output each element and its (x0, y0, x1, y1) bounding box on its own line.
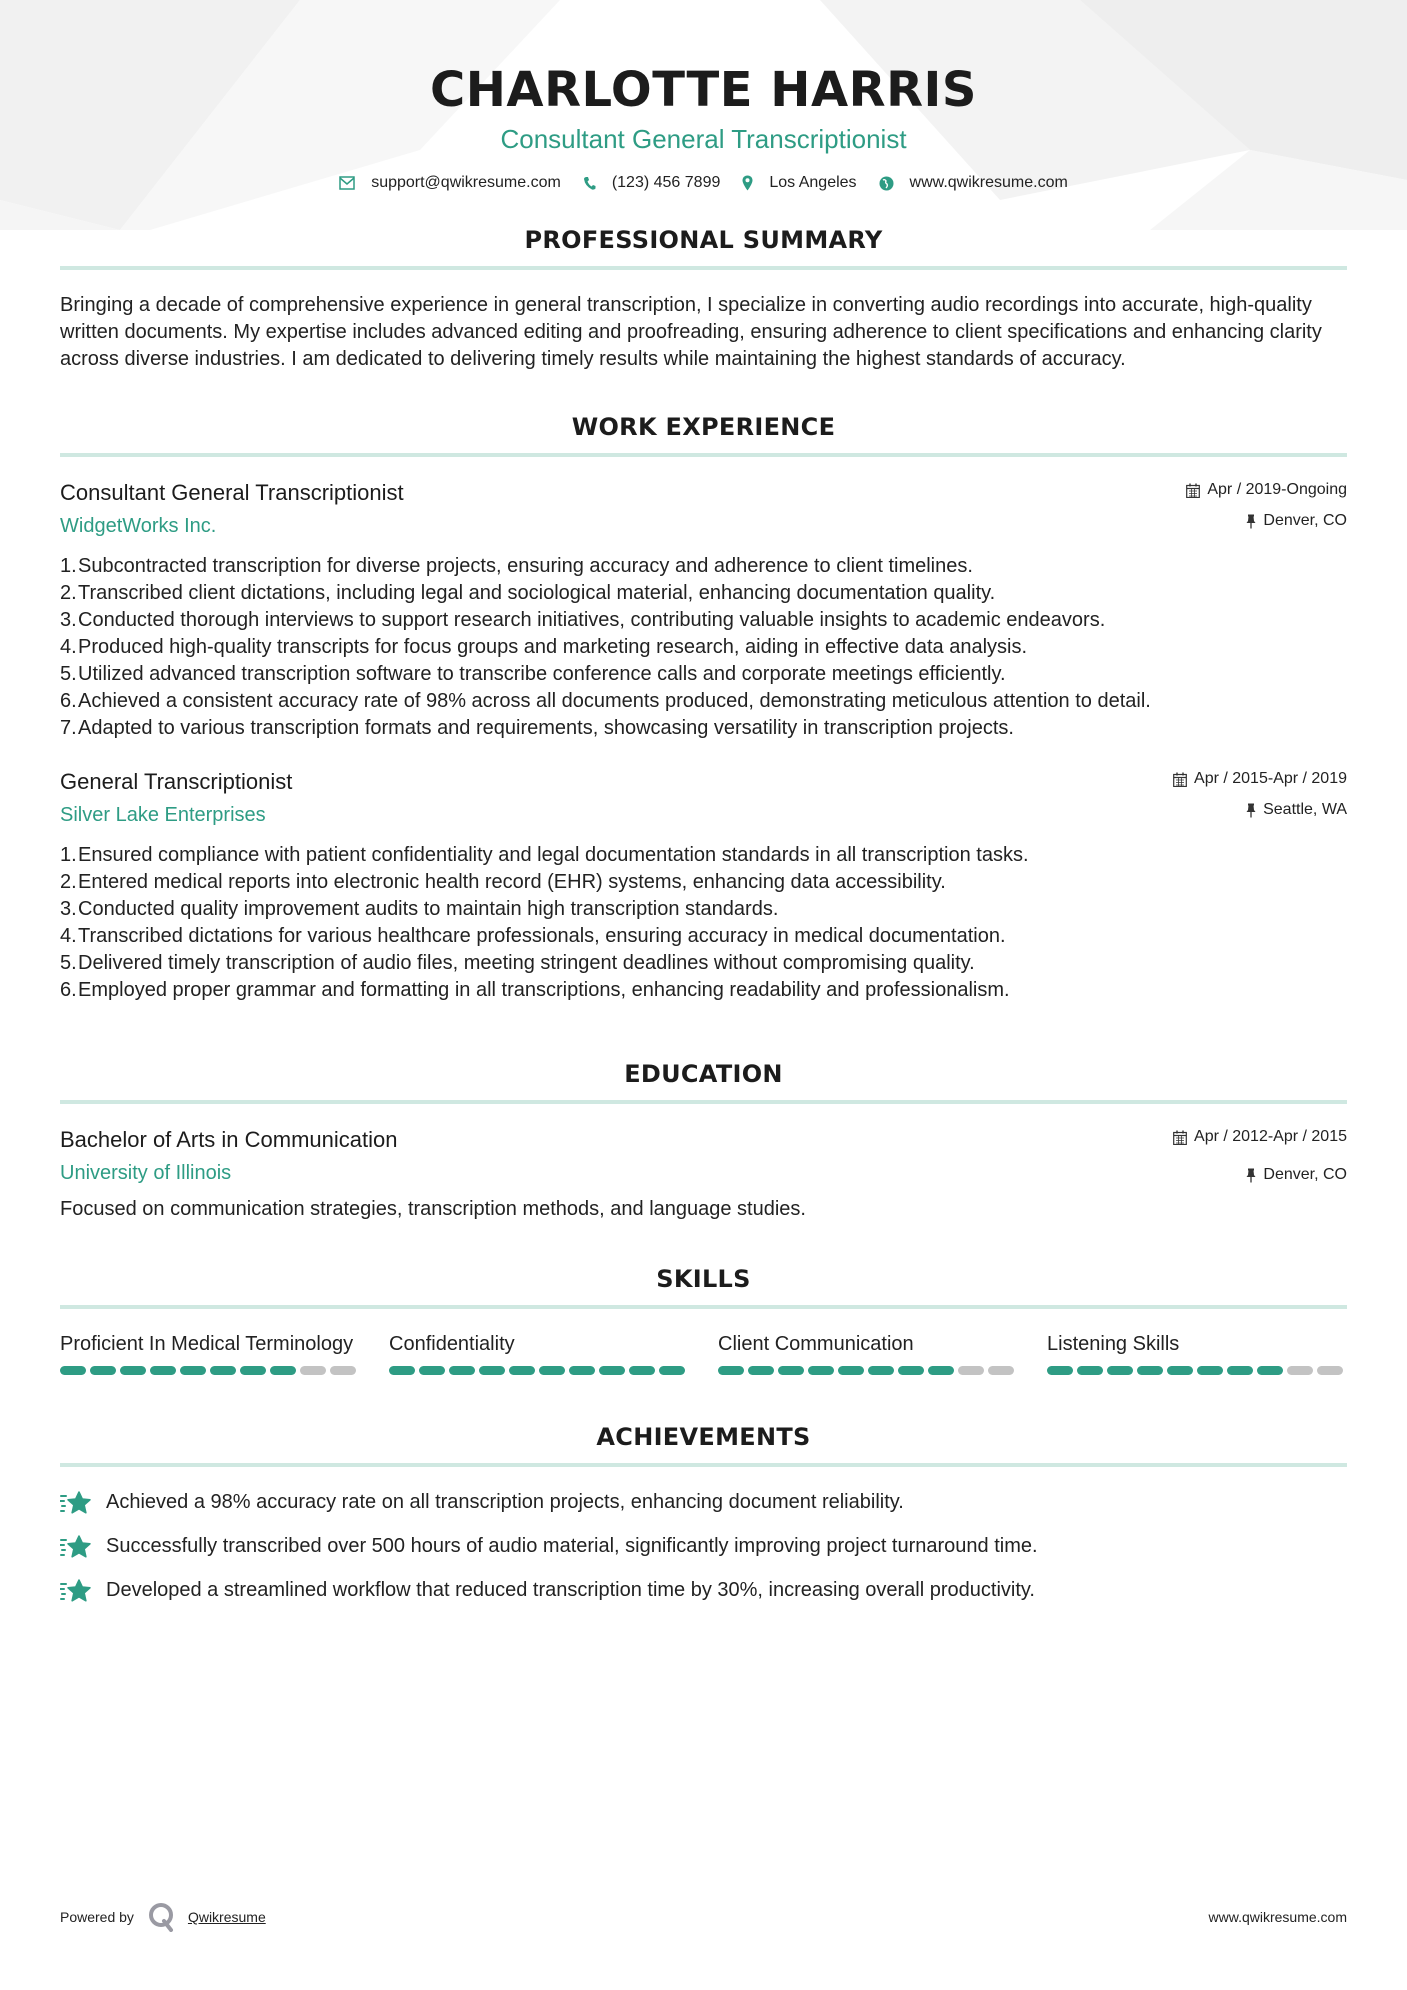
powered-by (60, 1902, 266, 1932)
section-heading: ACHIEVEMENTS (596, 1423, 811, 1451)
list-item: 3. Conducted quality improvement audits to maintain high transcription standards. (60, 898, 779, 920)
skill-segment (659, 1366, 685, 1375)
footer-website[interactable]: www.qwikresume.com (1208, 1909, 1347, 1925)
section-heading: SKILLS (656, 1265, 751, 1293)
job-location: Seattle, WA (1263, 801, 1347, 818)
section-heading: PROFESSIONAL SUMMARY (524, 226, 883, 254)
pushpin-icon (1246, 803, 1256, 818)
calendar-icon (1186, 483, 1200, 498)
job-dates: Apr / 2015-Apr / 2019 (1194, 770, 1347, 787)
list-item: 1. Ensured compliance with patient confidentiality and legal documentation standards in all transcription tasks. (60, 844, 1029, 866)
skill-segment (1257, 1366, 1283, 1375)
job-dates: Apr / 2019-Ongoing (1207, 481, 1347, 498)
achievements-section (60, 1421, 1347, 1604)
skill-segment (150, 1366, 176, 1375)
list-item: 6. Employed proper grammar and formatting in all transcriptions, enhancing readability and professionalism. (60, 979, 1010, 1001)
section-divider (60, 1100, 1347, 1104)
candidate-name: CHARLOTTE HARRIS (430, 62, 977, 118)
skill-segment (509, 1366, 535, 1375)
skill-segment (958, 1366, 984, 1375)
resume-header (60, 0, 1347, 192)
section-heading: EDUCATION (624, 1060, 783, 1088)
list-item: 7. Adapted to various transcription formats and requirements, showcasing versatility in transcription projects. (60, 717, 1014, 739)
skill-item (60, 1331, 360, 1375)
list-item: 4. Produced high-quality transcripts for focus groups and marketing research, aiding in effective data analysis. (60, 636, 1028, 658)
skill-segment (300, 1366, 326, 1375)
job-bullets (60, 842, 1347, 1004)
skill-segment (90, 1366, 116, 1375)
list-item: 4. Transcribed dictations for various healthcare professionals, ensuring accuracy in medical documentation. (60, 925, 1006, 947)
education-dates: Apr / 2012-Apr / 2015 (1194, 1128, 1347, 1145)
qwikresume-logo-icon (148, 1902, 176, 1932)
skill-segment (1197, 1366, 1223, 1375)
calendar-icon (1173, 772, 1187, 787)
education-description: Focused on communication strategies, transcription methods, and language studies. (60, 1198, 806, 1220)
job-location: Denver, CO (1263, 512, 1347, 529)
skill-segment (1227, 1366, 1253, 1375)
education-entry (60, 1126, 1347, 1223)
job-company: WidgetWorks Inc. (60, 515, 217, 537)
skill-item (389, 1331, 689, 1375)
star-icon (60, 1490, 94, 1516)
skill-segment (988, 1366, 1014, 1375)
degree-title: Bachelor of Arts in Communication (60, 1127, 398, 1152)
contact-bar (60, 174, 1347, 192)
list-item: 2. Entered medical reports into electronic health record (EHR) systems, enhancing data accessibility. (60, 871, 946, 893)
skill-segment (1077, 1366, 1103, 1375)
skill-segment (1047, 1366, 1073, 1375)
qwikresume-link[interactable]: Qwikresume (187, 1909, 266, 1925)
skill-segment (180, 1366, 206, 1375)
section-divider (60, 453, 1347, 457)
skill-segment (748, 1366, 774, 1375)
star-icon (60, 1534, 94, 1560)
skill-segment (120, 1366, 146, 1375)
skill-segment (1317, 1366, 1343, 1375)
job-title: Consultant General Transcriptionist (60, 480, 404, 505)
list-item: Developed a streamlined workflow that reduced transcription time by 30%, increasing overall productivity. (60, 1577, 1347, 1604)
email-text: support@qwikresume.com (371, 174, 561, 191)
skill-segment (270, 1366, 296, 1375)
globe-icon (879, 176, 894, 191)
phone-icon (583, 176, 596, 191)
summary-section (60, 224, 1347, 373)
skill-segment (808, 1366, 834, 1375)
skill-segment (479, 1366, 505, 1375)
skills-section (60, 1263, 1347, 1375)
skills-grid (60, 1331, 1347, 1375)
section-divider (60, 1463, 1347, 1467)
list-item: 6. Achieved a consistent accuracy rate of 98% across all documents produced, demonstrating meticulous attention to detail. (60, 690, 1151, 712)
education-section (60, 1058, 1347, 1223)
envelope-icon (339, 176, 355, 190)
list-item: 1. Subcontracted transcription for diverse projects, ensuring accuracy and adherence to client timelines. (60, 555, 973, 577)
contact-phone[interactable] (583, 174, 721, 192)
star-icon (60, 1578, 94, 1604)
skill-name: Confidentiality (389, 1333, 515, 1355)
summary-text: Bringing a decade of comprehensive experience in general transcription, I specialize in converting audio recordings into accurate, high-quality written documents. My expertise includes advanced editing and proofreading, ensuring adherence to client specifications and enhancing clarity across diverse industries. I am dedicated to delivering timely results while maintaining the highest standards of accuracy. (60, 294, 1322, 370)
job-company: Silver Lake Enterprises (60, 804, 266, 826)
candidate-title: Consultant General Transcriptionist (500, 124, 907, 154)
calendar-icon (1173, 1130, 1187, 1145)
skill-level-bar (60, 1366, 360, 1375)
job-title: General Transcriptionist (60, 769, 293, 794)
job-entry (60, 768, 1347, 1004)
skill-segment (1137, 1366, 1163, 1375)
powered-by-label: Powered by (60, 1909, 134, 1925)
skill-segment (1287, 1366, 1313, 1375)
section-divider (60, 1305, 1347, 1309)
skill-item (718, 1331, 1018, 1375)
skill-segment (778, 1366, 804, 1375)
skill-segment (928, 1366, 954, 1375)
skill-level-bar (389, 1366, 689, 1375)
skill-name: Listening Skills (1047, 1333, 1180, 1355)
skill-level-bar (1047, 1366, 1347, 1375)
skill-name: Proficient In Medical Terminology (60, 1333, 354, 1355)
skill-segment (1107, 1366, 1133, 1375)
website-text: www.qwikresume.com (909, 174, 1068, 191)
skill-segment (449, 1366, 475, 1375)
list-item: 3. Conducted thorough interviews to support research initiatives, contributing valuable insights to academic endeavors. (60, 609, 1106, 631)
skill-segment (419, 1366, 445, 1375)
pushpin-icon (1246, 1168, 1256, 1183)
school-name: University of Illinois (60, 1162, 232, 1184)
skill-name: Client Communication (718, 1333, 914, 1355)
job-bullets (60, 553, 1347, 742)
experience-section (60, 411, 1347, 1004)
map-pin-icon (742, 175, 753, 191)
list-item: 2. Transcribed client dictations, including legal and sociological material, enhancing documentation quality. (60, 582, 996, 604)
skill-segment (838, 1366, 864, 1375)
contact-location (742, 174, 856, 192)
skill-segment (240, 1366, 266, 1375)
skill-segment (330, 1366, 356, 1375)
page-footer (60, 1902, 1347, 1932)
skill-segment (898, 1366, 924, 1375)
contact-email[interactable] (339, 174, 561, 192)
skill-segment (599, 1366, 625, 1375)
list-item: 5. Utilized advanced transcription software to transcribe conference calls and corporate meetings efficiently. (60, 663, 1006, 685)
skill-segment (718, 1366, 744, 1375)
list-item: Successfully transcribed over 500 hours of audio material, significantly improving project turnaround time. (60, 1533, 1347, 1560)
achievements-list (60, 1489, 1347, 1604)
skill-segment (1167, 1366, 1193, 1375)
skill-segment (629, 1366, 655, 1375)
skill-segment (389, 1366, 415, 1375)
skill-item (1047, 1331, 1347, 1375)
skill-segment (868, 1366, 894, 1375)
section-divider (60, 266, 1347, 270)
pushpin-icon (1246, 514, 1256, 529)
skill-segment (60, 1366, 86, 1375)
list-item: Achieved a 98% accuracy rate on all transcription projects, enhancing document reliability. (60, 1489, 1347, 1516)
education-location: Denver, CO (1263, 1166, 1347, 1183)
contact-website[interactable] (879, 174, 1068, 192)
skill-segment (569, 1366, 595, 1375)
skill-level-bar (718, 1366, 1018, 1375)
list-item: 5. Delivered timely transcription of audio files, meeting stringent deadlines without compromising quality. (60, 952, 975, 974)
section-heading: WORK EXPERIENCE (571, 413, 836, 441)
job-entry (60, 479, 1347, 742)
location-text: Los Angeles (769, 174, 857, 191)
skill-segment (210, 1366, 236, 1375)
skill-segment (539, 1366, 565, 1375)
phone-text: (123) 456 7899 (611, 174, 721, 191)
